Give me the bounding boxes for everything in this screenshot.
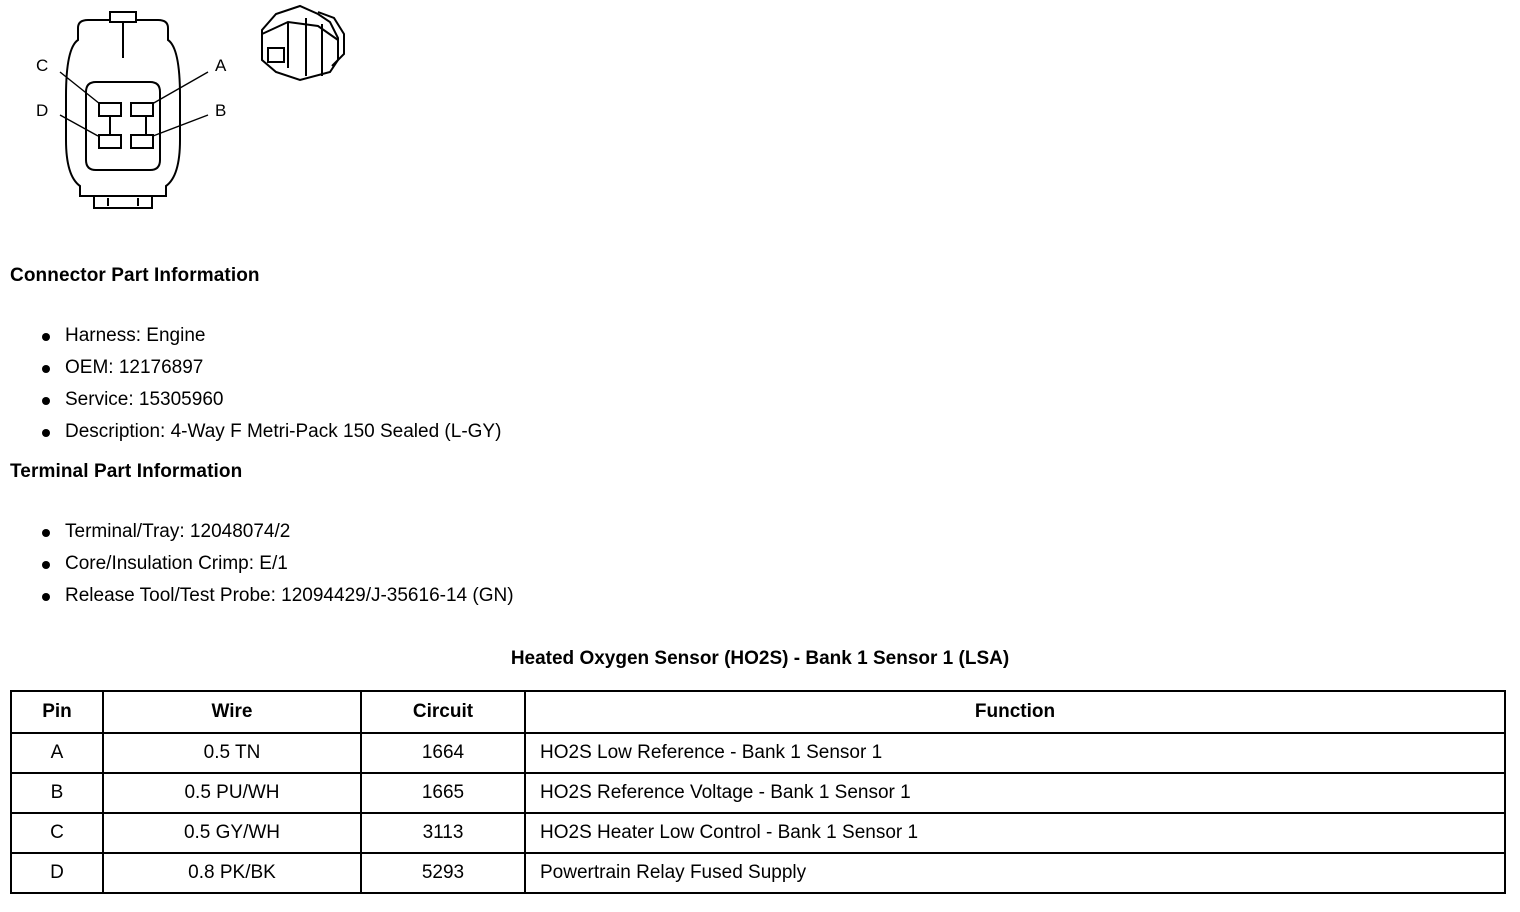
- cell-circuit: 3113: [361, 813, 525, 853]
- cell-function: HO2S Heater Low Control - Bank 1 Sensor 1: [525, 813, 1505, 853]
- table-row: [11, 733, 1505, 773]
- callout-label-b: B: [215, 101, 227, 120]
- list-item: OEM: 12176897: [10, 352, 501, 384]
- cell-wire: 0.5 GY/WH: [103, 813, 361, 853]
- list-item: Terminal/Tray: 12048074/2: [10, 516, 514, 548]
- terminal-part-information-list: [10, 516, 514, 612]
- connector-top-tab: [110, 12, 136, 22]
- connector-cavity: [86, 82, 160, 170]
- cell-circuit: 1665: [361, 773, 525, 813]
- cell-function: Powertrain Relay Fused Supply: [525, 853, 1505, 893]
- table-row: [11, 773, 1505, 813]
- connector-flange: [94, 196, 152, 208]
- cell-circuit: 1664: [361, 733, 525, 773]
- column-header-wire: Wire: [103, 691, 361, 733]
- pinout-table-title: Heated Oxygen Sensor (HO2S) - Bank 1 Sensor 1 (LSA): [510, 648, 1010, 669]
- column-header-circuit: Circuit: [361, 691, 525, 733]
- callout-label-c: C: [36, 56, 49, 75]
- terminal-part-information-heading: Terminal Part Information: [10, 461, 243, 482]
- column-header-pin: Pin: [11, 691, 103, 733]
- connector-flange-slots: [108, 198, 138, 206]
- cell-pin: C: [11, 813, 103, 853]
- cell-circuit: 5293: [361, 853, 525, 893]
- list-item: Release Tool/Test Probe: 12094429/J-35616-14 (GN): [10, 580, 514, 612]
- connector-side-view: [262, 6, 344, 80]
- list-item: Description: 4-Way F Metri-Pack 150 Sealed (L-GY): [10, 416, 501, 448]
- callout-label-a: A: [215, 56, 227, 75]
- cell-function: HO2S Reference Voltage - Bank 1 Sensor 1: [525, 773, 1505, 813]
- cell-function: HO2S Low Reference - Bank 1 Sensor 1: [525, 733, 1505, 773]
- table-row: [11, 853, 1505, 893]
- callout-label-d: D: [36, 101, 49, 120]
- connector-drawing-svg: [0, 0, 420, 230]
- cell-wire: 0.5 TN: [103, 733, 361, 773]
- column-header-function: Function: [525, 691, 1505, 733]
- cell-wire: 0.5 PU/WH: [103, 773, 361, 813]
- connector-part-information-heading: Connector Part Information: [10, 265, 260, 286]
- table-header-row: [11, 691, 1505, 733]
- cell-pin: D: [11, 853, 103, 893]
- list-item: Core/Insulation Crimp: E/1: [10, 548, 514, 580]
- table-row: [11, 813, 1505, 853]
- list-item: Harness: Engine: [10, 320, 501, 352]
- connector-illustration: [0, 0, 420, 230]
- cell-pin: B: [11, 773, 103, 813]
- connector-part-information-list: [10, 320, 501, 448]
- pinout-table: [10, 690, 1506, 894]
- cell-pin: A: [11, 733, 103, 773]
- list-item: Service: 15305960: [10, 384, 501, 416]
- cell-wire: 0.8 PK/BK: [103, 853, 361, 893]
